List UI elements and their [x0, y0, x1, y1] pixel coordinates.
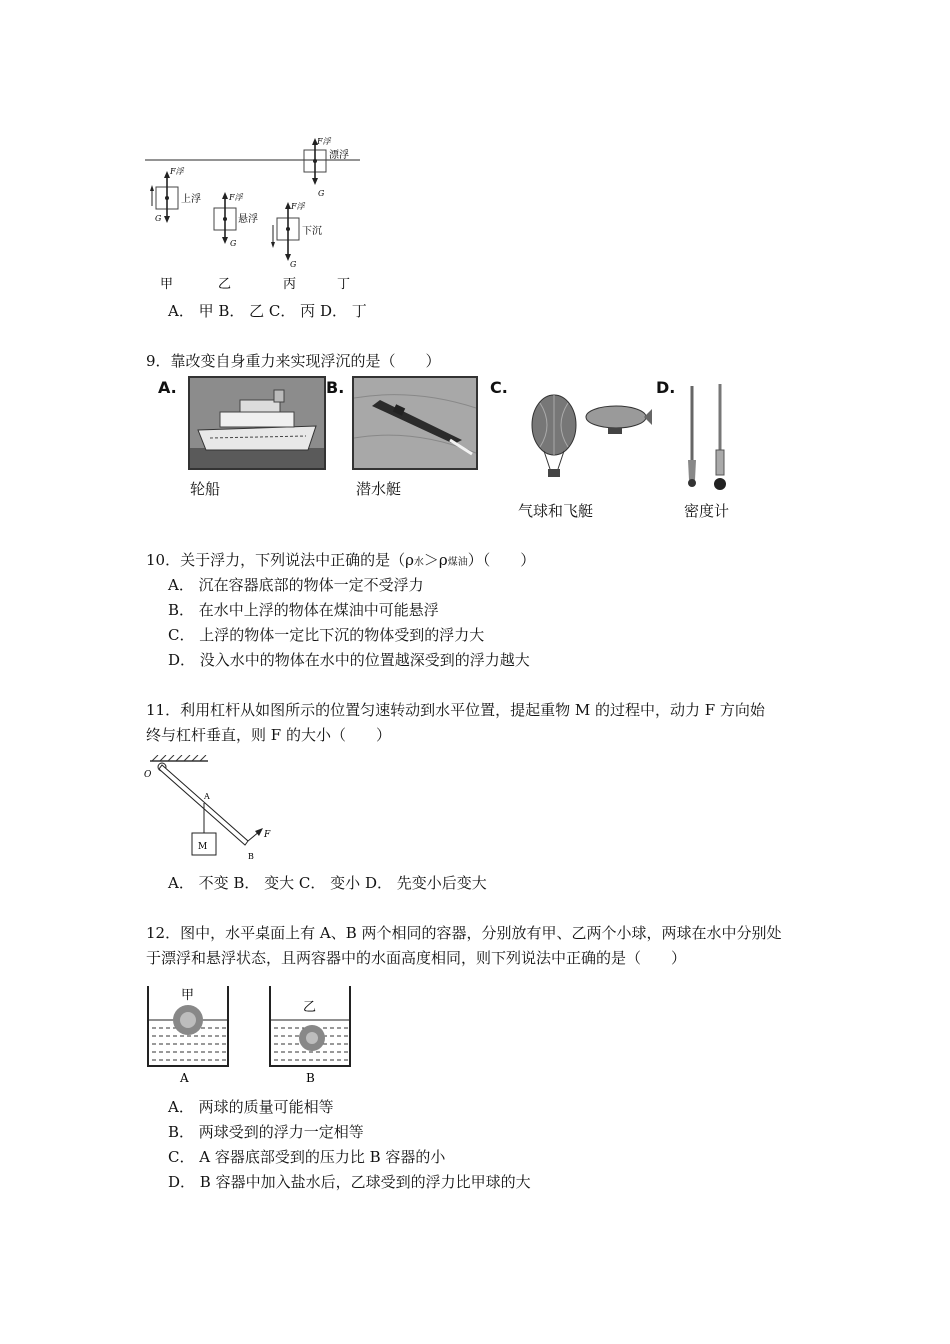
lever-figure: [140, 755, 280, 865]
q9-letter-a: A.: [158, 378, 177, 397]
q12-option-a: A． 两球的质量可能相等: [168, 1098, 334, 1116]
block-suspended: [214, 192, 258, 248]
q12-option-c: C． A 容器底部受到的压力比 B 容器的小: [168, 1148, 446, 1166]
ship-image: [188, 376, 326, 470]
q8-g-label-4: G: [318, 189, 325, 198]
q8-fb-label-3: F浮: [291, 202, 305, 211]
q11-stem-line1: 11．利用杠杆从如图所示的位置匀速转动到水平位置，提起重物 M 的过程中，动力 F 方向始: [146, 701, 765, 719]
q10-stem-gt: ＞ρ: [423, 551, 448, 569]
q10-stem: [146, 550, 535, 573]
q10-option-c: C． 上浮的物体一定比下沉的物体受到的浮力大: [168, 626, 485, 644]
q9-caption-ship: 轮船: [190, 480, 221, 498]
q8-label-yi: 乙: [218, 277, 232, 292]
hydrometer-image: [680, 380, 740, 500]
container-a: [148, 986, 228, 1085]
container-b: [270, 986, 350, 1085]
ball-label-jia: 甲: [181, 988, 195, 1003]
q9-caption-hydrometer: 密度计: [684, 502, 730, 520]
q12-stem-line2: 于漂浮和悬浮状态，且两容器中的水面高度相同，则下列说法中正确的是（ ）: [146, 949, 687, 967]
q8-fb-label-2: F浮: [229, 193, 243, 202]
q8-g-label-2: G: [230, 239, 237, 248]
q10-option-b: B． 在水中上浮的物体在煤油中可能悬浮: [168, 601, 439, 619]
q8-g-label-1: G: [155, 214, 162, 223]
q8-fb-label-4: F浮: [317, 137, 331, 146]
containers-figure: [140, 980, 370, 1090]
lever-label-f: F: [264, 830, 271, 840]
lever-label-o: O: [144, 770, 152, 780]
q10-sub-oil: 煤油: [447, 557, 468, 568]
q9-letter-b: B.: [326, 378, 345, 397]
ball-label-yi: 乙: [303, 1000, 317, 1015]
block-sinking: [271, 202, 322, 269]
q9-stem: 9．靠改变自身重力来实现浮沉的是（ ）: [146, 352, 441, 370]
q11-options: A． 不变 B． 变大 C． 变小 D． 先变小后变大: [168, 874, 487, 892]
q8-state-sinking: 下沉: [302, 226, 322, 237]
q10-stem-post: ）（ ）: [467, 551, 536, 569]
q9-letter-c: C.: [490, 378, 508, 397]
q8-figure: [140, 130, 370, 295]
q8-state-suspended: 悬浮: [238, 214, 258, 225]
q12-option-d: D． B 容器中加入盐水后，乙球受到的浮力比甲球的大: [168, 1173, 531, 1191]
q10-stem-pre: 10．关于浮力，下列说法中正确的是（ρ: [146, 551, 414, 569]
q8-g-label-3: G: [290, 260, 297, 269]
q8-label-bing: 丙: [283, 277, 297, 292]
q9-caption-submarine: 潜水艇: [356, 480, 402, 498]
q8-options: A． 甲 B． 乙 C． 丙 D． 丁: [168, 302, 367, 320]
balloon-airship-image: [520, 385, 652, 495]
container-label-a: A: [180, 1071, 189, 1085]
q11-stem-line2: 终与杠杆垂直，则 F 的大小（ ）: [146, 726, 391, 744]
q9-caption-balloon: 气球和飞艇: [518, 502, 594, 520]
q8-state-rising: 上浮: [181, 194, 201, 205]
lever-label-m: M: [198, 842, 208, 852]
q8-fb-label-1: F浮: [170, 167, 184, 176]
q9-letter-d: D.: [656, 378, 676, 397]
q12-stem-line1: 12．图中，水平桌面上有 A、B 两个相同的容器，分别放有甲、乙两个小球，两球在水中分别处: [146, 924, 782, 942]
q10-option-d: D． 没入水中的物体在水中的位置越深受到的浮力越大: [168, 651, 530, 669]
q8-state-floating: 漂浮: [329, 150, 349, 161]
lever-label-b: B: [248, 852, 254, 861]
lever-label-a: A: [204, 792, 210, 801]
q10-option-a: A． 沉在容器底部的物体一定不受浮力: [168, 576, 424, 594]
submarine-image: [352, 376, 478, 470]
block-floating: [304, 137, 349, 198]
block-rising: [150, 167, 201, 223]
q8-label-ding: 丁: [337, 277, 351, 292]
q12-option-b: B． 两球受到的浮力一定相等: [168, 1123, 364, 1141]
q10-sub-water: 水: [413, 557, 424, 568]
q8-label-jia: 甲: [160, 277, 174, 292]
container-label-b: B: [306, 1071, 315, 1085]
